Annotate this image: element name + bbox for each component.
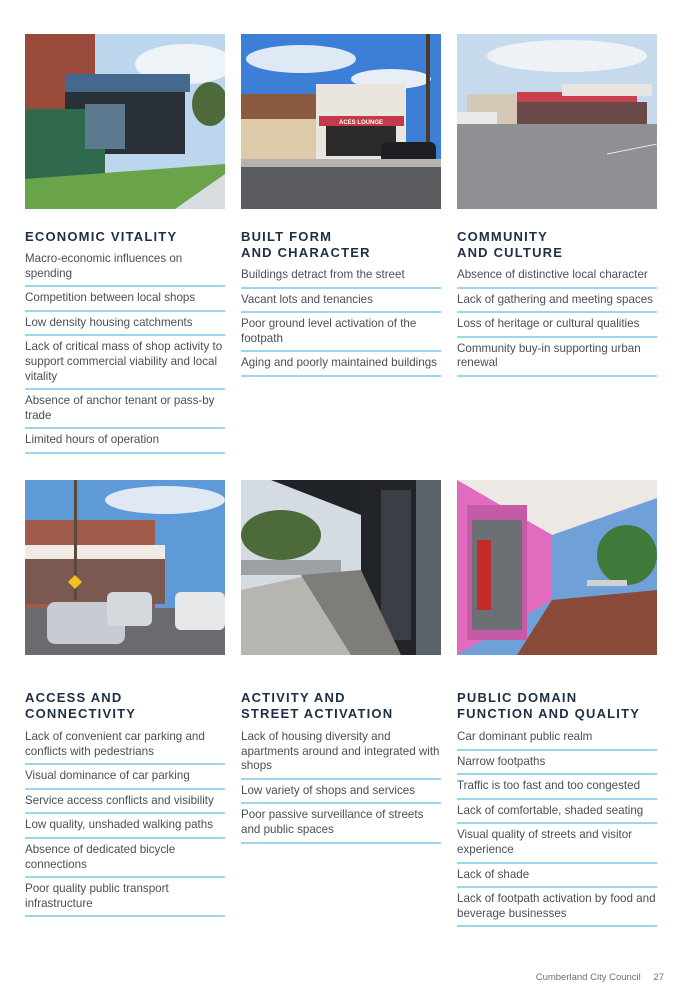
list-item: Limited hours of operation bbox=[25, 432, 225, 454]
list-item: Lack of convenient car parking and conflicts with pedestrians bbox=[25, 729, 225, 765]
footer-org: Cumberland City Council bbox=[535, 972, 641, 983]
list-item: Lack of comfortable, shaded seating bbox=[457, 803, 657, 825]
pink-shopfront-footpath-photo bbox=[457, 480, 657, 655]
list-item: Narrow footpaths bbox=[457, 754, 657, 776]
corner-shops-car-park-photo bbox=[457, 34, 657, 209]
issue-list-community-culture bbox=[457, 267, 657, 380]
list-item: Community buy-in supporting urban renewal bbox=[457, 341, 657, 377]
list-item: Lack of critical mass of shop activity to support commercial viability and local vitality bbox=[25, 339, 225, 390]
section-title-community-culture: COMMUNITY AND CULTURE bbox=[457, 229, 564, 260]
list-item: Absence of anchor tenant or pass-by trade bbox=[25, 393, 225, 429]
list-item: Lack of footpath activation by food and beverage businesses bbox=[457, 891, 657, 927]
list-item: Visual quality of streets and visitor experience bbox=[457, 827, 657, 863]
list-item: Aging and poorly maintained buildings bbox=[241, 355, 441, 377]
list-item: Low variety of shops and services bbox=[241, 783, 441, 805]
list-item: Loss of heritage or cultural qualities bbox=[457, 316, 657, 338]
list-item: Visual dominance of car parking bbox=[25, 768, 225, 790]
list-item: Poor passive surveillance of streets and public spaces bbox=[241, 807, 441, 843]
empty-awning-footpath-photo bbox=[241, 480, 441, 655]
list-item: Absence of distinctive local character bbox=[457, 267, 657, 289]
list-item: Low density housing catchments bbox=[25, 315, 225, 337]
list-item: Buildings detract from the street bbox=[241, 267, 441, 289]
section-title-economic-vitality: ECONOMIC VITALITY bbox=[25, 229, 178, 244]
issue-list-economic-vitality bbox=[25, 251, 225, 457]
section-title-activity-activation: ACTIVITY AND STREET ACTIVATION bbox=[241, 690, 394, 721]
list-item: Vacant lots and tenancies bbox=[241, 292, 441, 314]
list-item: Absence of dedicated bicycle connections bbox=[25, 842, 225, 878]
issue-list-access-connectivity bbox=[25, 729, 225, 920]
list-item: Lack of housing diversity and apartments around and integrated with shops bbox=[241, 729, 441, 780]
list-item: Competition between local shops bbox=[25, 290, 225, 312]
shopfront-with-green-fence-photo bbox=[25, 34, 225, 209]
list-item: Poor ground level activation of the footpath bbox=[241, 316, 441, 352]
list-item: Low quality, unshaded walking paths bbox=[25, 817, 225, 839]
list-item: Service access conflicts and visibility bbox=[25, 793, 225, 815]
photo-sign-text: ACES LOUNGE bbox=[338, 120, 384, 126]
section-title-built-form: BUILT FORM AND CHARACTER bbox=[241, 229, 371, 260]
list-item: Lack of gathering and meeting spaces bbox=[457, 292, 657, 314]
list-item: Macro-economic influences on spending bbox=[25, 251, 225, 287]
section-title-access-connectivity: ACCESS AND CONNECTIVITY bbox=[25, 690, 137, 721]
list-item: Traffic is too fast and too congested bbox=[457, 778, 657, 800]
list-item: Lack of shade bbox=[457, 867, 657, 889]
parked-cars-shopping-strip-photo bbox=[25, 480, 225, 655]
aces-lounge-street-photo bbox=[241, 34, 441, 209]
issue-list-activity-activation bbox=[241, 729, 441, 847]
list-item: Car dominant public realm bbox=[457, 729, 657, 751]
issue-list-built-form bbox=[241, 267, 441, 380]
page-number: 27 bbox=[653, 972, 664, 983]
issue-list-public-domain bbox=[457, 729, 657, 930]
list-item: Poor quality public transport infrastructure bbox=[25, 881, 225, 917]
section-title-public-domain: PUBLIC DOMAIN FUNCTION AND QUALITY bbox=[457, 690, 641, 721]
page-footer bbox=[526, 972, 664, 983]
